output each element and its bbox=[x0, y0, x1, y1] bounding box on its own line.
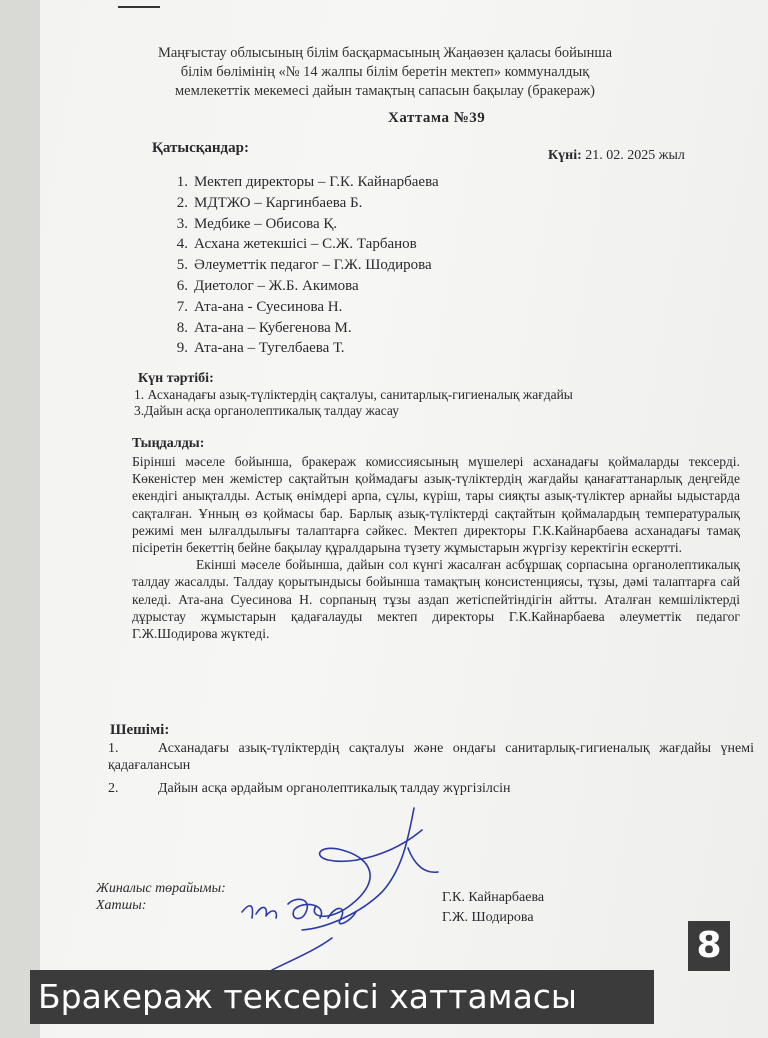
participant-number: 1. bbox=[176, 174, 188, 190]
participant-text: Ата-ана – Кубегенова М. bbox=[194, 319, 352, 336]
participant-number: 5. bbox=[176, 257, 188, 274]
secretary-label: Хатшы: bbox=[96, 898, 147, 913]
participant-text: Ата-ана - Суесинова Н. bbox=[194, 298, 343, 315]
participant-number: 3. bbox=[176, 215, 188, 232]
participants-list bbox=[172, 172, 439, 359]
signature-image bbox=[232, 800, 462, 980]
participant-item bbox=[172, 318, 439, 339]
heard-heading: Тыңдалды: bbox=[132, 436, 205, 451]
protocol-title: Хаттама №39 bbox=[388, 110, 486, 126]
decision-heading: Шешімі: bbox=[110, 722, 170, 738]
participant-text: Әлеуметтік педагог – Г.Ж. Шодирова bbox=[194, 257, 432, 274]
decision-number: 2. bbox=[108, 781, 119, 796]
secretary-name: Г.Ж. Шодирова bbox=[442, 910, 534, 925]
signature-names bbox=[442, 888, 544, 928]
participant-item bbox=[172, 193, 439, 214]
heard-body bbox=[132, 453, 740, 642]
top-mark bbox=[118, 6, 160, 8]
participant-item bbox=[172, 234, 439, 255]
chair-name: Г.К. Кайнарбаева bbox=[442, 890, 545, 905]
participant-number: 9. bbox=[176, 340, 188, 357]
decision-item bbox=[108, 740, 754, 774]
decision-list bbox=[108, 740, 754, 797]
participant-text: МДТЖО – Каргинбаева Б. bbox=[194, 194, 363, 211]
participant-text: Ата-ана – Тугелбаева Т. bbox=[194, 340, 345, 357]
participant-number: 8. bbox=[176, 319, 188, 336]
agenda-list bbox=[134, 387, 573, 419]
caption-banner: Бракераж тексерісі хаттамасы bbox=[30, 970, 654, 1024]
heard-paragraph-2: Екінші мәселе бойынша, дайын сол күнгі жасалған асбұршақ сорпасына органолептикалық талдау жасалды. Талдау қорытындысы бойынша тамақтың консистенциясы, тұзы, дәмі талаптарға сай келеді. Ата-ана Суесинова Н. сорпаның тұзы аздап жетіспейтіндігін айтты. Аталған кемшіліктерді дұрыстау жұмыстарын қадағалауды мектеп директоры Г.К.Кайнарбаева әлеуметтік педагог Г.Ж.Шодирова жүктеді. bbox=[132, 557, 740, 642]
participant-item bbox=[172, 172, 439, 193]
decision-item bbox=[108, 780, 754, 797]
date-row bbox=[548, 148, 685, 164]
header-line-2: білім бөлімінің «№ 14 жалпы білім беретін мектеп» коммуналдық bbox=[180, 64, 590, 80]
agenda-item-1: 1. Асханадағы азық-түліктердің сақталуы, санитарлық-гигиеналық жағдайы bbox=[134, 387, 573, 402]
signature-labels bbox=[96, 880, 226, 914]
participant-item bbox=[172, 297, 439, 318]
participant-number: 6. bbox=[176, 277, 188, 294]
decision-text: Дайын асқа әрдайым органолептикалық талдау жүргізілсін bbox=[158, 781, 511, 796]
header-line-1: Маңғыстау облысының білім басқармасының Жаңаөзен қаласы бойынша bbox=[157, 45, 613, 61]
document-header bbox=[150, 44, 620, 101]
participant-number: 4. bbox=[176, 236, 188, 253]
participant-item bbox=[172, 338, 439, 359]
heard-paragraph-1: Бірінші мәселе бойынша, бракераж комиссиясының мүшелері асханадағы қоймаларды тексерді. Көкеністер мен жемістер сақтайтын қоймадағы азық-түліктердің жағдайы қанағаттанарлық деңгейде екендігі анықталды. Астық өнімдері арпа, сұлы, күріш, тары сияқты азық-түліктер арнайы ыдыстарда сақталған. Ұнның өз қоймасы бар. Барлық азық-түліктерді сақтайтын қоймалардың температуралық режимі мен ылғалдылығы талаптарға сәйкес. Мектеп директоры Г.К.Кайнарбаева асханадағы тамақ пісіретін бекеттің бейне бақылау құралдарына түзету жұмыстарын жүргізу керектігін ескертті. bbox=[132, 454, 740, 556]
date-value: 21. 02. 2025 жыл bbox=[585, 148, 685, 163]
participant-text: Асхана жетекшісі – С.Ж. Тарбанов bbox=[194, 236, 417, 253]
decision-text: Асханадағы азық-түліктердің сақталуы және ондағы санитарлық-гигиеналық жағдайы үнемі қадағалансын bbox=[108, 741, 754, 773]
decision-number: 1. bbox=[108, 741, 119, 756]
agenda-heading: Күн тәртібі: bbox=[138, 371, 214, 386]
participant-text: Мектеп директоры – Г.К. Кайнарбаева bbox=[194, 174, 439, 190]
participant-text: Медбике – Обисова Қ. bbox=[194, 215, 338, 232]
participant-item bbox=[172, 255, 439, 276]
participant-text: Диетолог – Ж.Б. Акимова bbox=[194, 277, 359, 294]
date-label: Күні: bbox=[548, 148, 582, 163]
header-line-3: мемлекеттік мекемесі дайын тамақтың сапасын бақылау (бракераж) bbox=[175, 83, 595, 99]
page-number-badge: 8 bbox=[688, 921, 730, 971]
agenda-item-2: 3.Дайын асқа органолептикалық талдау жасау bbox=[134, 403, 399, 418]
participant-item bbox=[172, 214, 439, 235]
chair-label: Жиналыс төрайымы: bbox=[96, 881, 226, 896]
participant-number: 2. bbox=[176, 194, 188, 211]
participant-number: 7. bbox=[176, 298, 188, 315]
participants-heading: Қатысқандар: bbox=[152, 140, 249, 156]
participant-item bbox=[172, 276, 439, 297]
